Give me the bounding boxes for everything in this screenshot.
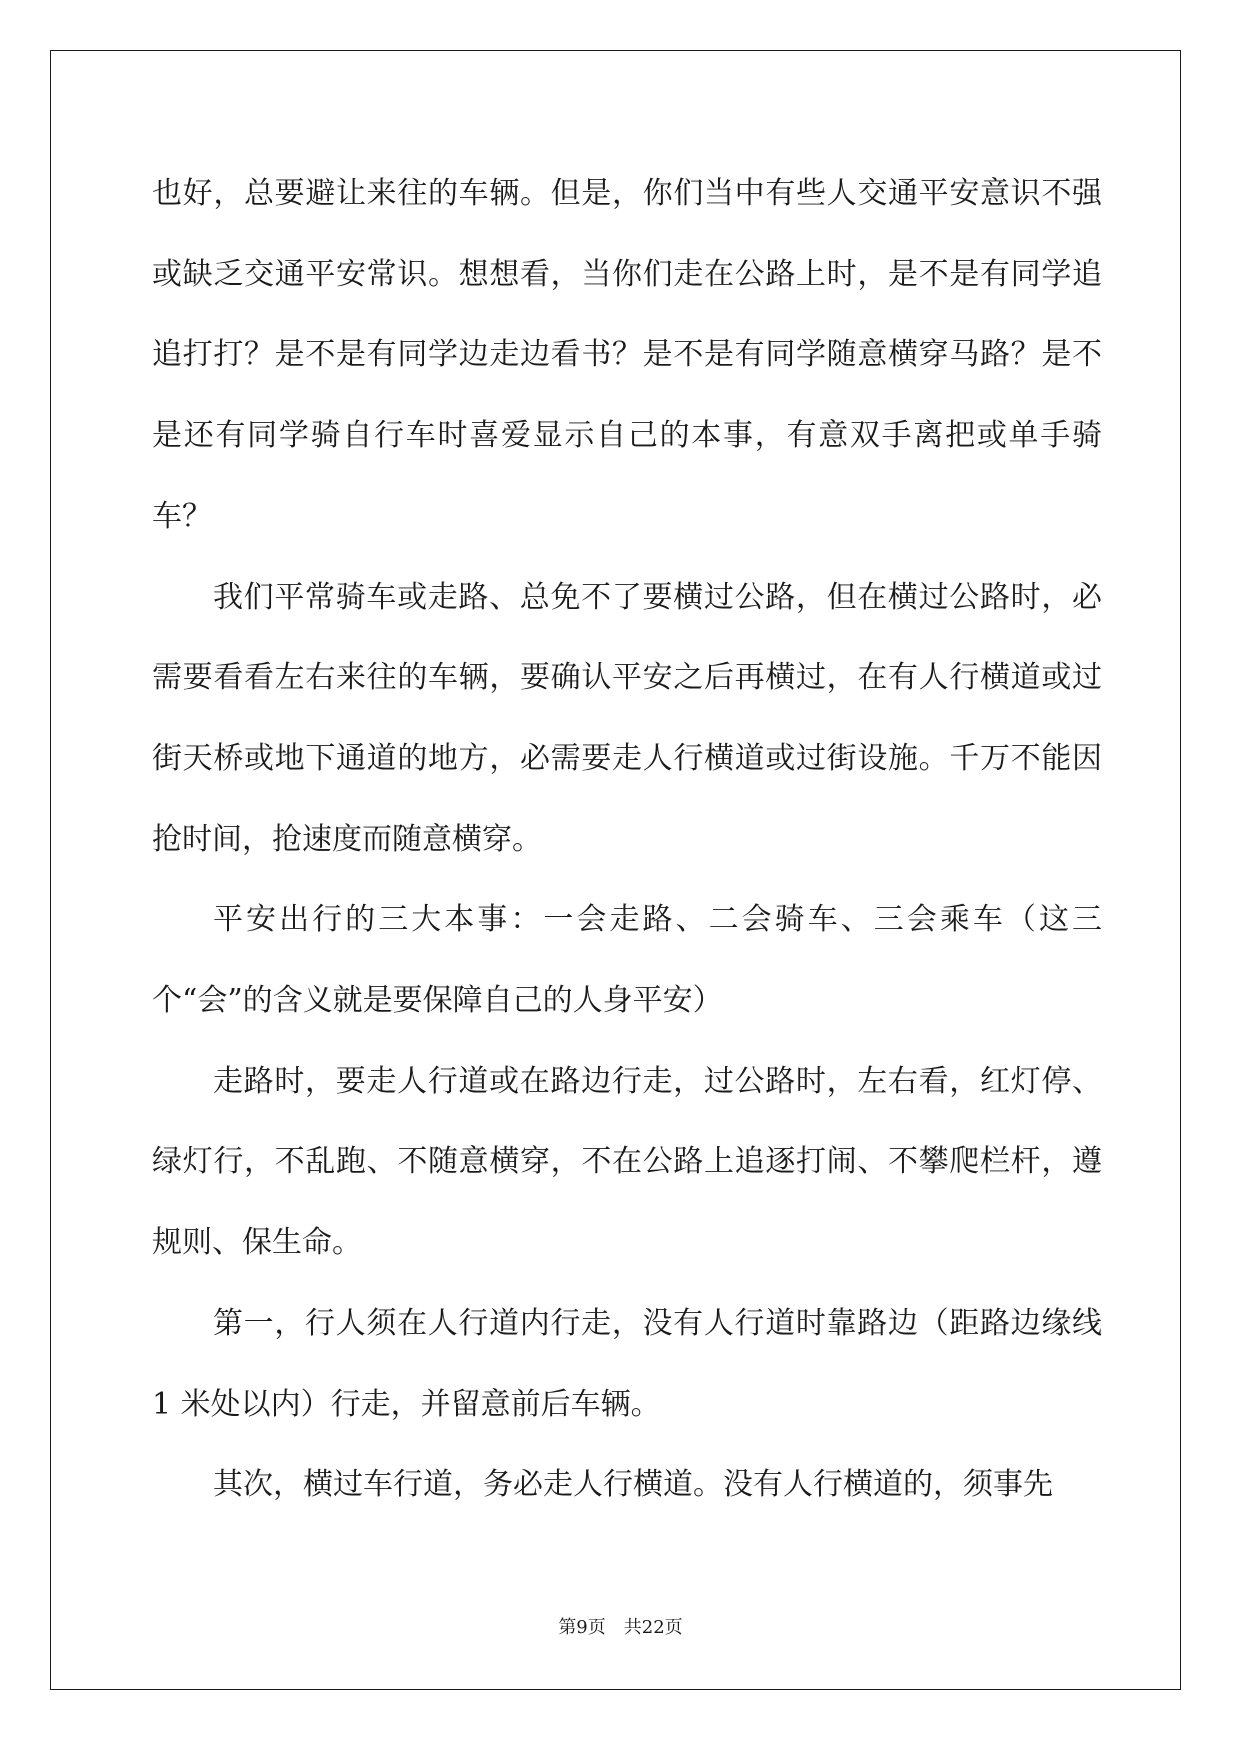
paragraph-2: 我们平常骑车或走路、总免不了要横过公路，但在横过公路时，必需要看看左右来往的车辆，要确认平安之后再横过，在有人行横道或过街天桥或地下通道的地方，必需要走人行横道或过街设施。千万不能因抢时间，抢速度而随意横穿。	[152, 579, 1102, 857]
paragraph-6: 其次，横过车行道，务必走人行横道。没有人行横道的，须事先	[213, 1467, 1053, 1503]
document-body	[152, 154, 1102, 1526]
paragraph-1: 也好，总要避让来往的车辆。但是，你们当中有些人交通平安意识不强或缺乏交通平安常识。想想看，当你们走在公路上时，是不是有同学追追打打？是不是有同学边走边看书？是不是有同学随意横穿马路？是不是还有同学骑自行车时喜爱显示自己的本事，有意双手离把或单手骑车？	[152, 176, 1102, 534]
paragraph-4: 走路时，要走人行道或在路边行走，过公路时，左右看，红灯停、绿灯行，不乱跑、不随意横穿，不在公路上追逐打闹、不攀爬栏杆，遵规则、保生命。	[152, 1063, 1102, 1261]
paragraph-5: 第一，行人须在人行道内行走，没有人行道时靠路边（距路边缘线 1 米处以内）行走，并留意前后车辆。	[152, 1305, 1102, 1422]
page-number-footer: 第9页 共22页	[558, 1617, 683, 1638]
paragraph-3: 平安出行的三大本事：一会走路、二会骑车、三会乘车（这三个“会”的含义就是要保障自己的人身平安）	[152, 902, 1102, 1019]
